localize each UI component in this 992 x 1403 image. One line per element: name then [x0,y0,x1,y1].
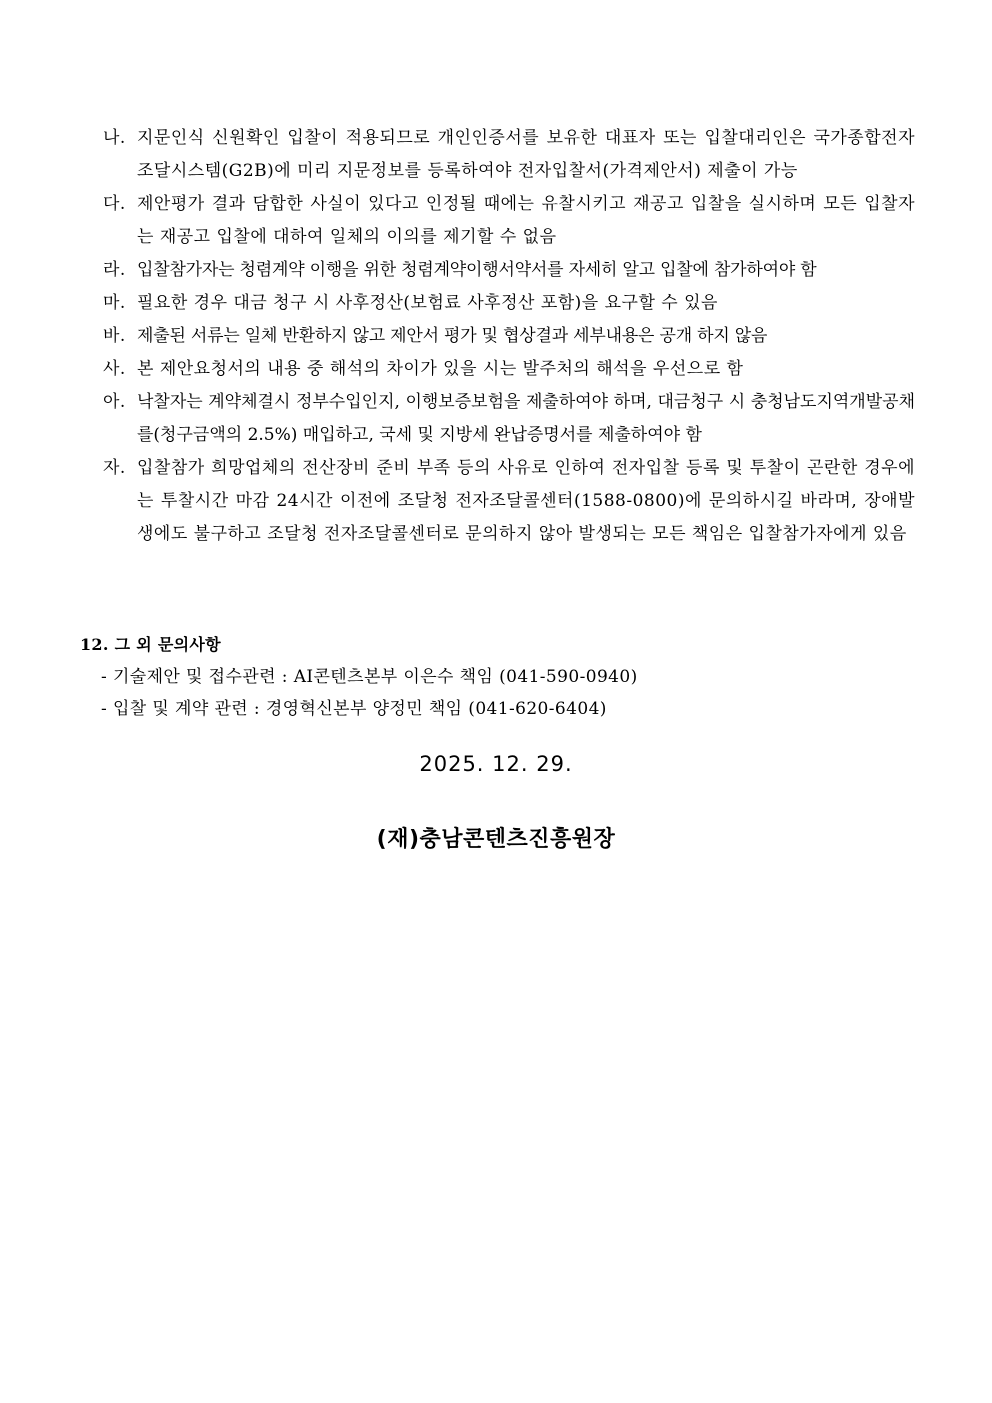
item-text: 낙찰자는 계약체결시 정부수입인지, 이행보증보험을 제출하여야 하며, 대금청구 시 충청남도지역개발공채를(청구금액의 2.5%) 매입하고, 국세 및 지방세 완납증명서를 제출하여야 함 [137,392,915,445]
item-text: 입찰참가자는 청렴계약 이행을 위한 청렴계약이행서약서를 자세히 알고 입찰에 참가하여야 함 [137,260,817,280]
list-item [103,452,915,551]
item-marker: 라. [103,260,126,280]
item-text: 입찰참가 희망업체의 전산장비 준비 부족 등의 사유로 인하여 전자입찰 등록 및 투찰이 곤란한 경우에는 투찰시간 마감 24시간 이전에 조달청 전자조달콜센터(1588-0800)에 문의하시길 바라며, 장애발생에도 불구하고 조달청 전자조달콜센터로 문의하지 않아 발생되는 모든 책임은 입찰참가자에게 있음 [137,458,915,544]
list-item [103,386,915,452]
list-item [103,188,915,254]
item-text: 필요한 경우 대금 청구 시 사후정산(보험료 사후정산 포함)을 요구할 수 있음 [137,293,718,313]
notice-list [103,122,915,551]
section-title: 12. 그 외 문의사항 [80,635,221,654]
item-text: 제안평가 결과 담합한 사실이 있다고 인정될 때에는 유찰시키고 재공고 입찰을 실시하며 모든 입찰자는 재공고 입찰에 대하여 일체의 이의를 제기할 수 없음 [137,194,915,247]
item-text: 본 제안요청서의 내용 중 해석의 차이가 있을 시는 발주처의 해석을 우선으로 함 [137,359,744,379]
item-marker: 자. [103,458,126,478]
contact-line: - 입찰 및 계약 관련 : 경영혁신본부 양정민 책임 (041-620-6404) [101,699,607,719]
contact-line: - 기술제안 및 접수관련 : AI콘텐츠본부 이은수 책임 (041-590-0940) [101,667,638,687]
list-item [103,254,915,287]
item-text: 지문인식 신원확인 입찰이 적용되므로 개인인증서를 보유한 대표자 또는 입찰대리인은 국가종합전자조달시스템(G2B)에 미리 지문정보를 등록하여야 전자입찰서(가격제안서) 제출이 가능 [137,128,915,181]
item-marker: 바. [103,326,126,346]
list-item [103,320,915,353]
item-marker: 마. [103,293,126,313]
item-text: 제출된 서류는 일체 반환하지 않고 제안서 평가 및 협상결과 세부내용은 공개 하지 않음 [137,326,768,346]
list-item [103,287,915,320]
document-date: 2025. 12. 29. [419,752,573,776]
list-item [103,122,915,188]
issuing-organization: (재)충남콘텐츠진흥원장 [376,827,616,852]
item-marker: 나. [103,128,126,148]
item-marker: 아. [103,392,126,412]
list-item [103,353,915,386]
item-marker: 사. [103,359,126,379]
item-marker: 다. [103,194,126,214]
